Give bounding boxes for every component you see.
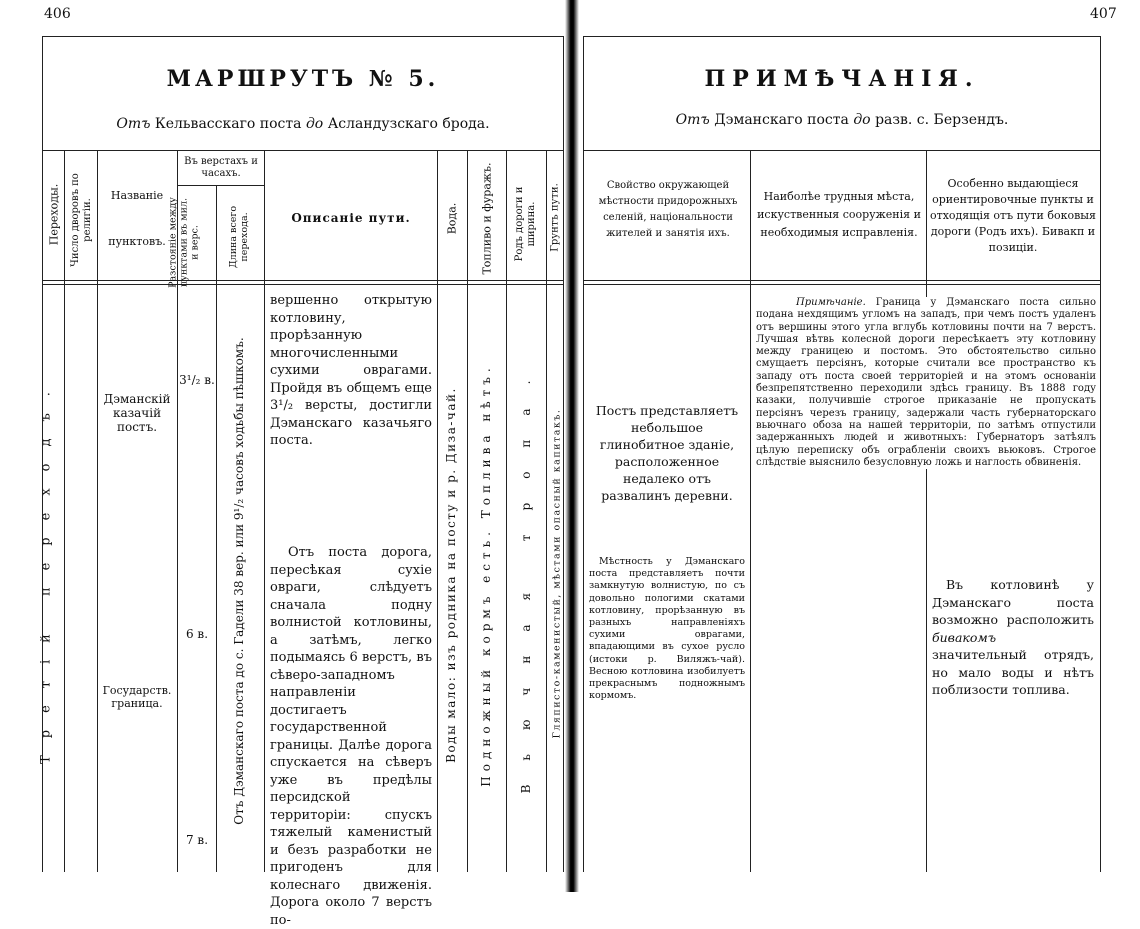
header-soil: Грунтъ пути. <box>549 183 561 252</box>
point-distance-3: 7 в. <box>185 833 209 847</box>
header-households: Число дворовъ по религіи. <box>70 173 93 267</box>
header-distance: Разстояніе между пунктами въ мил. и верс. <box>167 197 201 288</box>
surroundings-paragraph-2: Мѣстность у Дэманскаго поста представляетъ почти замкнутую волнистую, по съ довольно пологими скатами котловину, прорѣзанную въ разныхъ направленіяхъ сухими оврагами, впадающими въ сухое русло (истоки р. Виляжъ-чай). Весною котловина изобилуетъ прекраснымъ подножнымъ кормомъ. <box>589 556 745 702</box>
water-text: Воды мало: изъ родника на посту и р. Диза-чай. <box>444 387 458 763</box>
surroundings-paragraph-1: Постъ представляетъ небольшое глинобитное зданіе, расположенное недалеко отъ развалинъ деревни. <box>595 403 739 503</box>
header-surroundings: Свойство окружающей мѣстности придорожныхъ селеній, національности жителей и занятія ихъ. <box>598 180 738 239</box>
fuel-text: Подножный кормъ есть. Топлива нѣтъ. <box>479 363 493 787</box>
header-road-type: Родъ дороги и ширина. <box>514 186 537 262</box>
header-water: Вода. <box>445 202 459 235</box>
description-part-1: вершенно открытую котловину, прорѣзанную многочисленными сухими оврагами. Пройдя въ общемъ еще 3¹/₂ версты, достигли Дэманскаго казачьяго поста. <box>270 293 432 448</box>
point-name-1: Дэманскій казачій постъ. <box>103 392 171 434</box>
point-distance-1: 3¹/₂ в. <box>179 373 215 387</box>
header-fuel: Топливо и фуражъ. <box>480 162 494 275</box>
header-crossings: Переходы. <box>47 183 61 246</box>
description-part-2: Отъ поста дорога, пересѣкая сухіе овраги, слѣдуетъ сначала подну волнистой котловины, а затѣмъ, легко подымаясь 6 верстъ, въ сѣверо-западномъ направленіи достигаетъ государственной границы. Далѣе дорога спускается на сѣверъ уже въ предѣлы персидской территоріи: спускъ тяжелый каменистый и безъ разработки не пригоденъ для колеснаго движенія. Дорога около 7 верстъ по- <box>270 545 432 928</box>
landmarks-paragraph: Въ котловинѣ у Дэманскаго поста возможно расположить бивакомъ значительный отрядъ, но мало воды и нѣтъ поблизости топлива. <box>932 577 1094 697</box>
note-block: Примѣчаніе. Граница у Дэманскаго поста сильно подана нехдящимъ угломъ на западъ, при чемъ постъ удаленъ отъ вершины этого угла вглубь котловины почти на 7 верстъ. Лучшая вѣтвь колесной дороги пересѣкаетъ эту котловину между границею и постомъ. Это обстоятельство сильно смущаетъ персіянъ, которые считали все пространство къ западу отъ поста своей территоріей и на этомъ основаніи безпрепятственно переходили здѣсь границу. Въ 1888 году казаки, получившіе строгое приказаніе не пропускать персіянъ черезъ границу, задержали часть губернаторскаго вьючнаго обоза на нашей территоріи, по затѣмъ отпустили задержанныхъ людей и животныхъ: Губернаторъ затѣялъ цѣлую переписку объ ограбленіи своихъ вьюковъ. Строгое слѣдствіе выяснило безусловную ложь и наглость обвиненія. <box>756 297 1096 468</box>
header-difficult-places: Наиболѣе трудныя мѣста, искуственныя сооруженія и необходимыя исправленія. <box>757 190 921 239</box>
page-subtitle-right: Отъ Дэманскаго поста до разв. с. Берзендъ. <box>675 112 1009 128</box>
soil-text: Гляписто-каменистый, мѣстами опасный капитакъ. <box>551 408 563 739</box>
header-description: Описаніе пути. <box>291 211 411 225</box>
header-length: Длина всего перехода. <box>228 205 250 269</box>
page-number-left: 406 <box>44 6 71 22</box>
page-title-right: ПРИМѢЧАНІЯ. <box>704 66 980 92</box>
point-distance-2: 6 в. <box>185 627 209 641</box>
header-versts-hours: Въ верстахъ и часахъ. <box>184 156 258 179</box>
road-text: Вьючная тропа. <box>519 356 533 794</box>
header-landmarks: Особенно выдающіеся ориентировочные пункты и отходящія отъ пути боковыя дороги (Родъ ихъ). Бивакп и позиціи. <box>930 177 1096 254</box>
page-number-right: 407 <box>1090 6 1117 22</box>
header-points-suffix: пунктовъ. <box>108 235 166 248</box>
page-title-left: МАРШРУТЪ № 5. <box>166 66 440 92</box>
page-subtitle-left: Отъ Кельвасскаго поста до Асландузскаго брода. <box>116 116 490 132</box>
point-name-2: Государств. граница. <box>102 684 172 710</box>
book-spine <box>565 0 579 892</box>
header-points-name: Названіе <box>110 189 164 202</box>
crossing-label: Третій переходъ. <box>38 375 54 764</box>
length-text: Отъ Дэманскаго поста до с. Гадели 38 вер. или 9¹/₂ часовъ ходьбы пѣшкомъ. <box>232 337 246 825</box>
